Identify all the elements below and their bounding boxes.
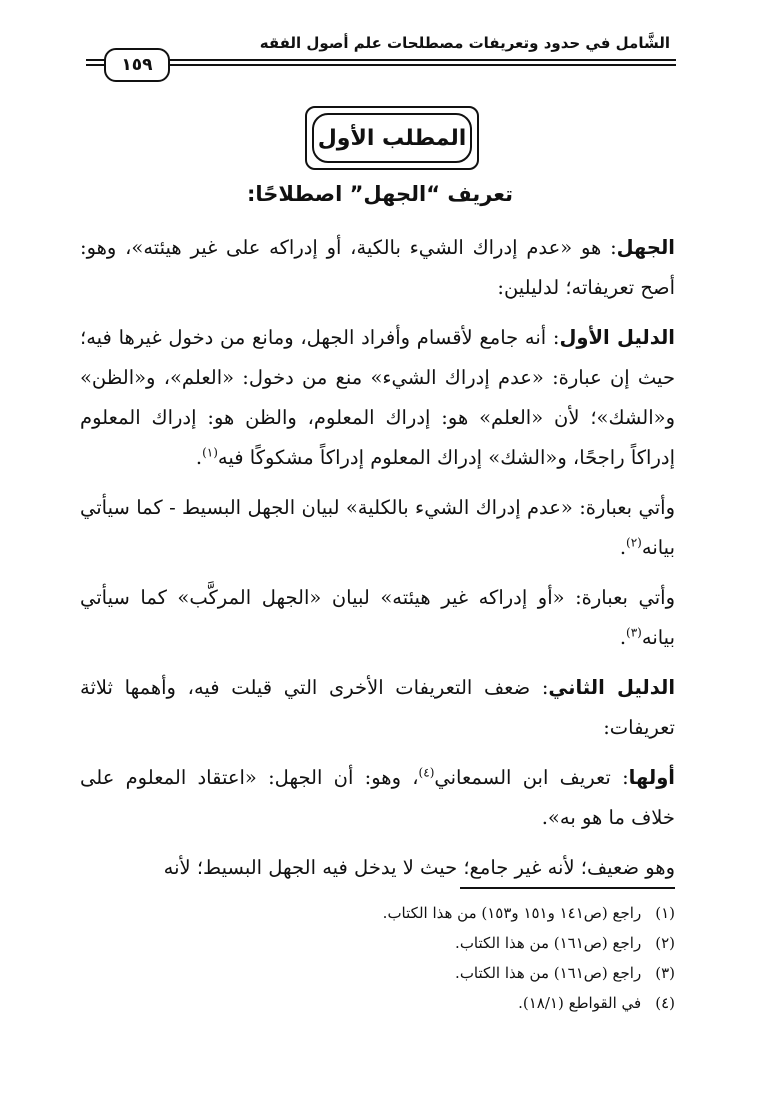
paragraph-lead: الدليل الثاني (548, 676, 676, 699)
footnote-number: (١) (655, 904, 675, 922)
page-number: ١٥٩ (104, 48, 170, 82)
paragraph (80, 668, 675, 748)
footnote (75, 958, 675, 988)
paragraph-tail: ، وهو: أن الجهل: «اعتقاد المعلوم على خلاف ما هو به». (80, 766, 675, 829)
footnote-number: (٢) (655, 934, 675, 952)
footnote-ref: (٢) (626, 535, 642, 550)
paragraph-lead: الجهل (616, 236, 675, 259)
footnote (75, 988, 675, 1018)
footnote-text: راجع (ص١٦١) من هذا الكتاب. (455, 934, 642, 952)
footnote-divider (460, 887, 675, 889)
body-text (80, 228, 675, 898)
paragraph-text: : ضعف التعريفات الأخرى التي قيلت فيه، وأهمها ثلاثة تعريفات: (80, 676, 675, 739)
footnote-text: في القواطع (١٨/١). (518, 994, 642, 1012)
paragraph-tail: . (619, 536, 627, 559)
section-heading-frame (305, 106, 479, 170)
paragraph (80, 848, 675, 888)
footnote-ref: (٣) (626, 625, 642, 640)
paragraph-lead: أولها (628, 766, 675, 789)
footnote-number: (٤) (655, 994, 675, 1012)
paragraph-text: وأتي بعبارة: «عدم إدراك الشيء بالكلية» لبيان الجهل البسيط - كما سيأتي بيانه (80, 496, 675, 559)
paragraph (80, 488, 675, 568)
section-subtitle: تعريف “الجهل” اصطلاحًا: (246, 182, 514, 206)
paragraph-text: : هو «عدم إدراك الشيء بالكية، أو إدراكه على غير هيئته»، وهو: أصح تعريفاته؛ لدليلين: (80, 236, 675, 299)
section-heading: المطلب الأول (312, 113, 472, 163)
paragraph (80, 578, 675, 658)
paragraph-tail: . (619, 626, 627, 649)
paragraph-text: : تعريف ابن السمعاني (434, 766, 629, 789)
footnote (75, 928, 675, 958)
paragraph-text: : أنه جامع لأقسام وأفراد الجهل، ومانع من دخول غيرها فيه؛ حيث إن عبارة: «عدم إدراك الشيء» منع من دخول: «العلم»، و«الظن» و«الشك»؛ لأن «العلم» هو: إدراك المعلوم، والظن هو: إدراك المعلوم إدراكاً راجحًا، و«الشك» إدراك المعلوم إدراكاً مشكوكًا فيه (80, 326, 675, 469)
paragraph-text: وأتي بعبارة: «أو إدراكه غير هيئته» لبيان «الجهل المركَّب» كما سيأتي بيانه (80, 586, 675, 649)
footnote-text: راجع (ص١٦١) من هذا الكتاب. (455, 964, 642, 982)
footnote-text: راجع (ص١٤١ و١٥١ و١٥٣) من هذا الكتاب. (382, 904, 642, 922)
paragraph-lead: الدليل الأول (559, 326, 675, 349)
paragraph (80, 758, 675, 838)
footnote-number: (٣) (655, 964, 675, 982)
paragraph-text: وهو ضعيف؛ لأنه غير جامع؛ حيث لا يدخل فيه الجهل البسيط؛ لأنه (163, 856, 675, 879)
header-rule (86, 59, 676, 61)
footnote (75, 898, 675, 928)
footnote-ref: (٤) (418, 765, 435, 780)
paragraph (80, 318, 675, 478)
paragraph-tail: . (195, 446, 203, 469)
footnotes (75, 898, 675, 1018)
running-header-title: الشَّامل في حدود وتعريفات مصطلحات علم أصول الفقه (259, 34, 670, 52)
footnote-ref: (١) (202, 445, 218, 460)
paragraph (80, 228, 675, 308)
header-rule (86, 64, 676, 66)
